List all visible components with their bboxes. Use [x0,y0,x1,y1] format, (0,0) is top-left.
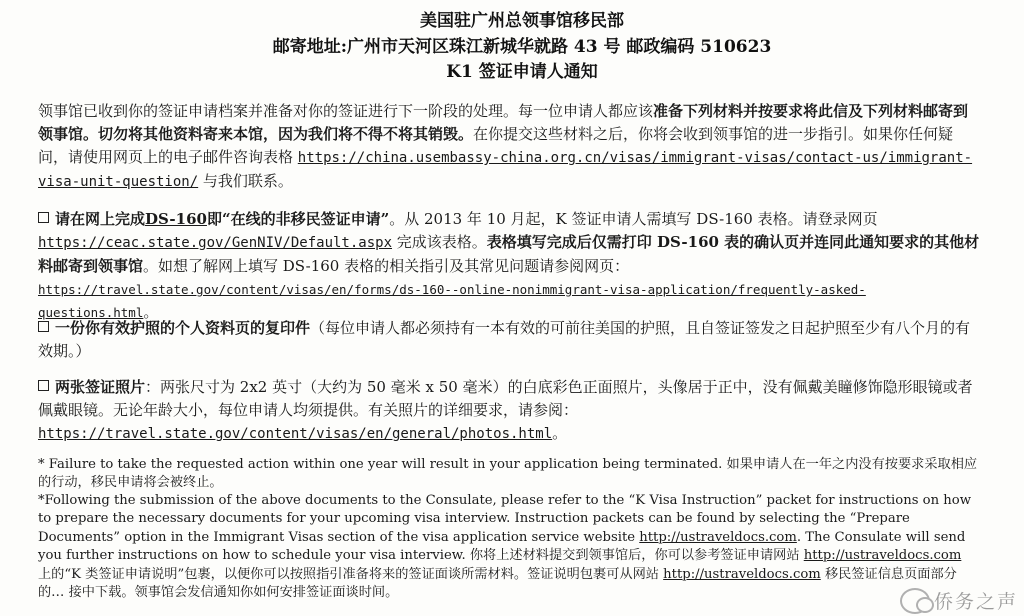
intro-bold: 准备下列材料并按要求将此信及下列材料邮寄到领事馆。切勿将其他资料寄来本馆，因为我们将不得不将其销毁。 [38,102,969,143]
intro-text-2: 在你提交这些材料之后，你将会收到领事馆的进一步指引。如果你任何疑问，请使用网页上的电子邮件咨询表格 [38,125,954,166]
ds160-text-1: 。从 2013 年 10 月起，K 签证申请人需填写 DS-160 表格。请登录网页 [389,210,878,228]
watermark [900,587,1018,614]
ds160-bold-1: 请在网上完成 [55,210,146,228]
checkbox-icon [38,380,49,391]
intro-paragraph [38,100,983,194]
ds160-text-4: 。 [143,303,159,321]
ds160-text-2: 完成该表格。 [392,233,487,251]
photos-bold: 两张签证照片 [55,378,146,396]
mailing-address: 邮寄地址:广州市天河区珠江新城华就路 43 号 邮政编码 510623 [272,37,772,57]
note-instructions [38,492,978,602]
photos-text-1: ：两张尺寸为 2x2 英寸（大约为 50 毫米 x 50 毫米）的白底彩色正面照片，头像居于正中，没有佩戴美瞳修饰隐形眼镜或者佩戴眼镜。无论年龄大小，每位申请人均须提供。有关照片的详细要求，请参阅： [38,378,973,419]
note-termination: * Failure to take the requested action within one year will result in your application being terminated. 如果申请人在一年之内没有按要求采取相应的行动，移民申请将会被终止。 [38,457,978,491]
ustraveldocs-link-3[interactable]: http://ustraveldocs.com [663,566,821,582]
note-text-d: 移民签证信息页面部分的… 接中下载。领事馆会发信通知你如何安排签证面谈时间。 [38,566,957,601]
ds160-underlined: DS-160 [145,210,207,228]
ds160-item [38,208,983,324]
contact-link[interactable]: https://china.usembassy-china.org.cn/visas/immigrant-visas/contact-us/immigrant-visa-unit-question/ [38,150,973,190]
ceac-link[interactable]: https://ceac.state.gov/GenNIV/Default.aspx [38,235,393,251]
ds160-bold-3: 表格填写完成后仅需打印 DS-160 表的确认页并连同此通知要求的其他材料邮寄到领事馆 [38,233,980,275]
ds160-faq-link[interactable]: https://travel.state.gov/content/visas/en/forms/ds-160--online-nonimmigrant-visa-application/frequently-asked-questions.html [38,282,866,320]
ds160-bold-2: 即“在线的非移民签证申请” [206,210,390,228]
watermark-text: 侨务之声 [933,591,1018,613]
consulate-title: 美国驻广州总领事馆移民部 [420,11,624,31]
checkbox-icon [38,212,49,223]
passport-text: （每位申请人都必须持有一本有效的可前往美国的护照，且自签证签发之日起护照至少有八个月的有效期。） [38,319,971,360]
intro-text-3: 与我们联系。 [198,172,293,190]
photos-item [38,376,983,446]
ustraveldocs-link-1[interactable]: http://ustraveldocs.com [639,529,797,545]
wechat-icon [900,588,930,614]
passport-bold: 一份你有效护照的个人资料页的复印件 [55,319,311,337]
intro-text-1: 领事馆已收到你的签证申请档案并准备对你的签证进行下一阶段的处理。每一位申请人都应该 [38,102,654,120]
photos-text-2: 。 [552,424,568,442]
ustraveldocs-link-2[interactable]: http://ustraveldocs.com [803,548,962,564]
photos-link[interactable]: https://travel.state.gov/content/visas/en/general/photos.html [38,426,553,442]
note-text-b: . The Consulate will send you further instructions on how to schedule your visa interview. 你将上述材料提交到领事馆后，你可以参考签证申请网站 [38,529,966,564]
note-text-a: *Following the submission of the above documents to the Consulate, please refer to the “K Visa Instruction” packet for instructions on how to prepare the necessary documents for your upcoming visa interview. Instruction packets can be found by selecting the “Prepare Documents” option in the Immigrant Visas section of the visa application service website [38,493,972,545]
checkbox-icon [38,321,49,332]
passport-item [38,317,983,363]
ds160-text-3: 。如想了解网上填写 DS-160 表格的相关指引及其常见问题请参阅网页： [143,257,630,275]
note-text-c: 上的“K 类签证申请说明”包裹，以便你可以按照指引准备将来的签证面谈所需材料。签证说明包裹可从网站 [38,566,664,582]
notice-title: K1 签证申请人通知 [446,62,598,82]
